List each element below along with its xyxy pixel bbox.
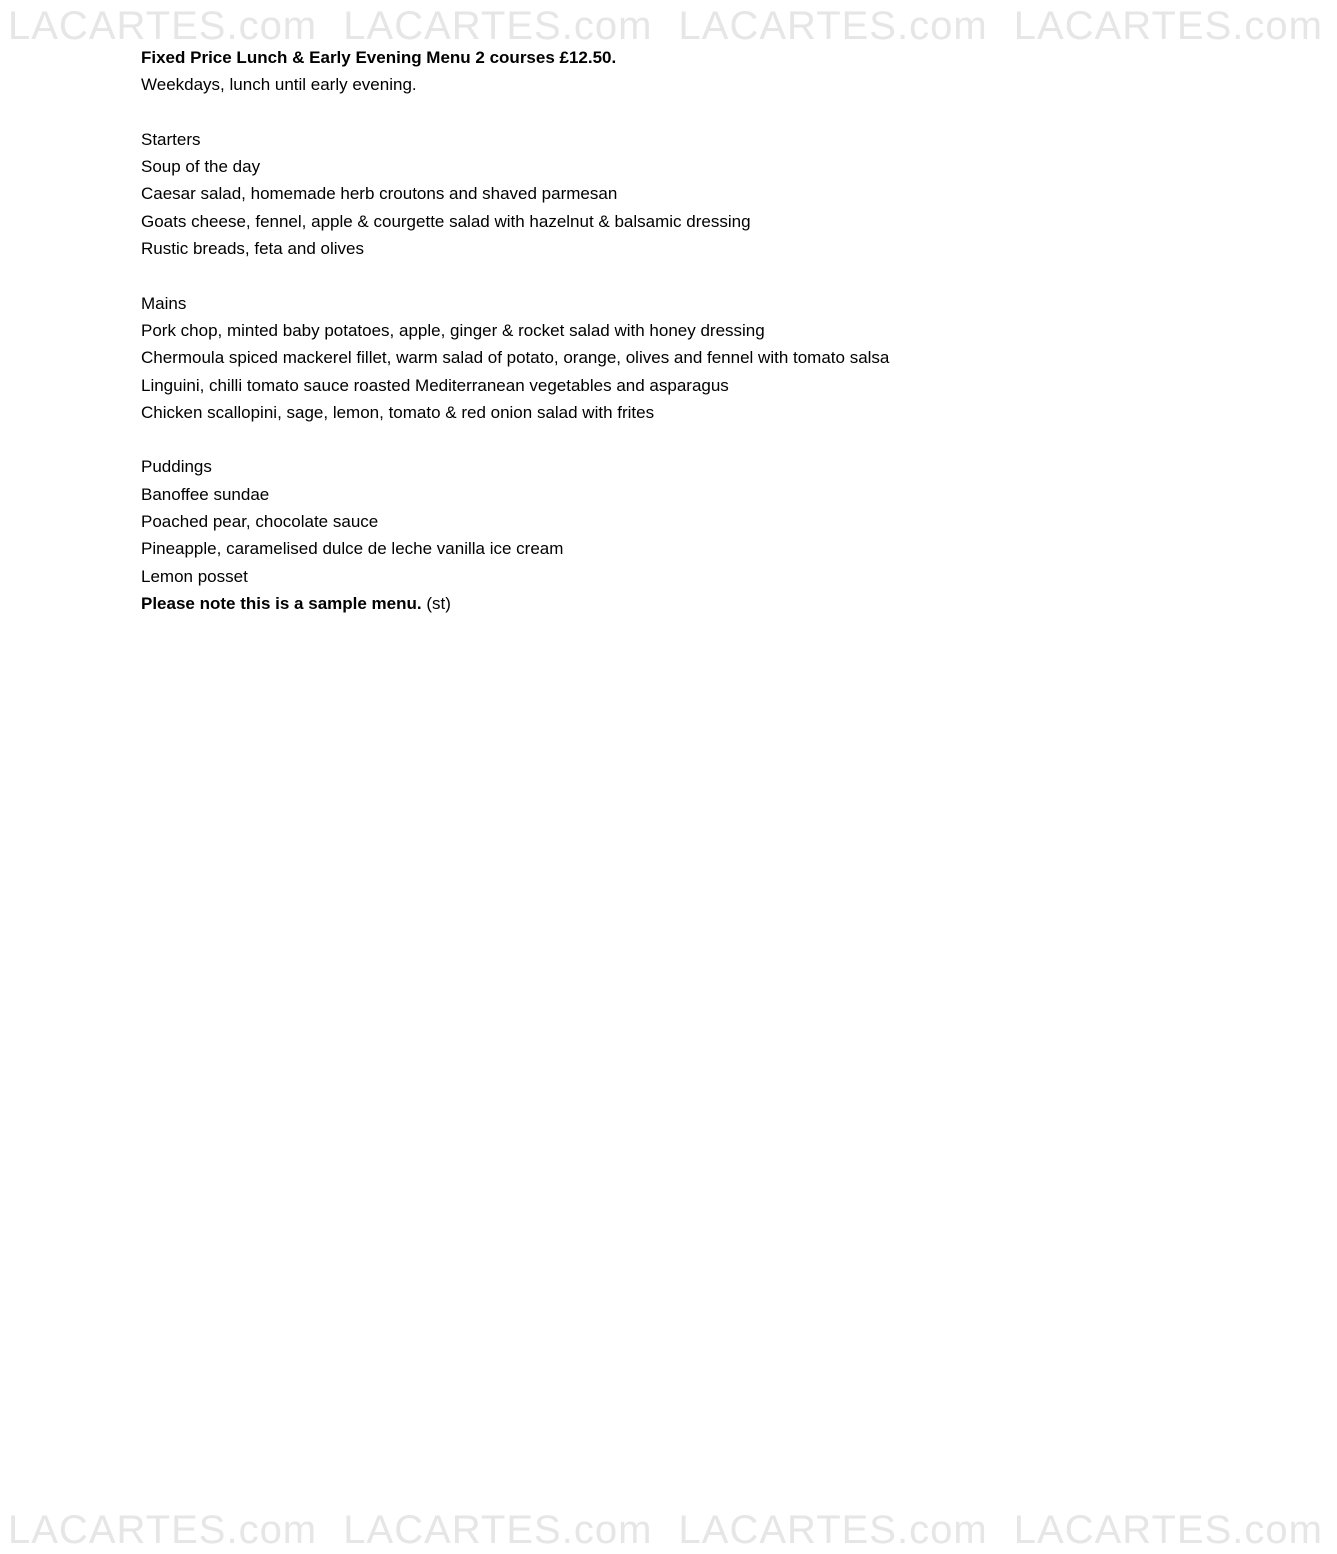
menu-item: Chermoula spiced mackerel fillet, warm salad of potato, orange, olives and fennel with tomato salsa — [141, 348, 890, 368]
section-puddings — [141, 453, 1141, 589]
watermark-text: LACARTES.com — [678, 1508, 988, 1552]
watermark-text: LACARTES.com — [1013, 1508, 1323, 1552]
menu-document — [141, 44, 1141, 617]
watermark-text: LACARTES.com — [678, 4, 988, 48]
menu-item: Lemon posset — [141, 566, 248, 586]
menu-item: Goats cheese, fennel, apple & courgette salad with hazelnut & balsamic dressing — [141, 211, 751, 231]
menu-subtitle: Weekdays, lunch until early evening. — [141, 75, 417, 95]
menu-item: Poached pear, chocolate sauce — [141, 512, 379, 532]
watermark-text: LACARTES.com — [8, 1508, 318, 1552]
menu-item: Soup of the day — [141, 157, 261, 177]
sample-menu-note — [141, 590, 1141, 617]
watermark-text: LACARTES.com — [8, 4, 318, 48]
note-suffix-text: (st) — [421, 593, 451, 613]
watermark-bottom — [8, 1506, 1323, 1554]
menu-item: Chicken scallopini, sage, lemon, tomato & red onion salad with frites — [141, 402, 655, 422]
section-heading: Puddings — [141, 457, 212, 477]
menu-item: Banoffee sundae — [141, 484, 270, 504]
menu-item: Pineapple, caramelised dulce de leche vanilla ice cream — [141, 539, 564, 559]
menu-item: Linguini, chilli tomato sauce roasted Mediterranean vegetables and asparagus — [141, 375, 729, 395]
menu-item: Pork chop, minted baby potatoes, apple, ginger & rocket salad with honey dressing — [141, 320, 765, 340]
watermark-text: LACARTES.com — [343, 1508, 653, 1552]
menu-item: Rustic breads, feta and olives — [141, 239, 365, 259]
section-starters — [141, 126, 1141, 262]
note-bold-text: Please note this is a sample menu. — [141, 593, 422, 613]
menu-title: Fixed Price Lunch & Early Evening Menu 2 courses £12.50. — [141, 48, 617, 67]
menu-item: Caesar salad, homemade herb croutons and shaved parmesan — [141, 184, 618, 204]
watermark-text: LACARTES.com — [1013, 4, 1323, 48]
watermark-top — [8, 2, 1323, 50]
section-mains — [141, 290, 1141, 426]
section-heading: Starters — [141, 129, 201, 149]
watermark-text: LACARTES.com — [343, 4, 653, 48]
section-heading: Mains — [141, 293, 187, 313]
